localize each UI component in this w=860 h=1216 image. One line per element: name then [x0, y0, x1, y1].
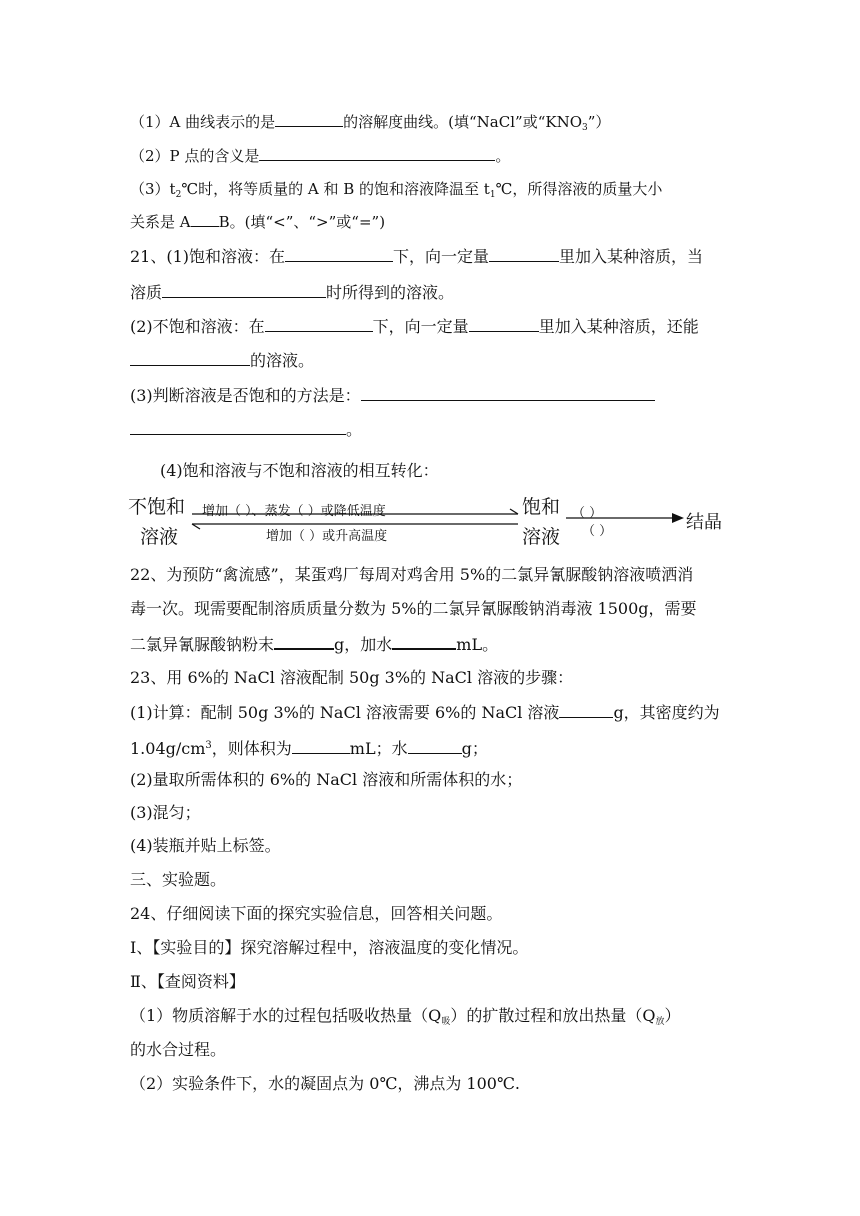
- q24-subscript-release: 放: [655, 1017, 665, 1027]
- q20-part3-text-c: ℃，所得溶液的质量大小: [495, 180, 663, 198]
- crystallize-bottom-label: （ ）: [582, 524, 613, 539]
- answer-blank[interactable]: [259, 144, 495, 161]
- answer-blank[interactable]: [392, 632, 456, 650]
- saturated-label-1: 饱和: [522, 496, 561, 518]
- q20-part3: [130, 178, 662, 206]
- q21-text: 里加入某种溶质，还能: [538, 317, 699, 336]
- q21-text: 的溶液。: [250, 351, 315, 370]
- q23-text: (1)计算：配制 50g 3%的 NaCl 溶液需要 6%的 NaCl 溶液: [130, 703, 560, 722]
- answer-blank[interactable]: [469, 315, 539, 332]
- q24-line2: [130, 937, 528, 959]
- q24-text: ）的扩散过程和放出热量（Q: [450, 1006, 656, 1025]
- q21-line7: [160, 460, 439, 482]
- forward-arrow-label: 增加（ ）、蒸发（ ）或降低温度: [202, 504, 386, 519]
- section-heading: [130, 869, 226, 891]
- q20-part3-cont: [130, 210, 385, 233]
- q23-text: ，则体积为: [211, 739, 292, 758]
- q24-line1: [130, 903, 502, 925]
- answer-blank[interactable]: [285, 245, 393, 262]
- q21-text: 21、(1)饱和溶液：在: [130, 247, 286, 266]
- q21-line6: [130, 418, 362, 441]
- answer-blank[interactable]: [162, 281, 326, 298]
- crystallize-arrow-head: [672, 513, 684, 523]
- q20-part1-text-c: ”）: [587, 113, 611, 131]
- unsaturated-label-1: 不饱和: [128, 496, 186, 518]
- crystallization-label: 结晶: [686, 512, 722, 533]
- q23-text: mL；水: [349, 739, 408, 758]
- q21-text: 里加入某种溶质，当: [559, 247, 704, 266]
- q24-text: Ⅰ、【实验目的】探究溶解过程中，溶液温度的变化情况。: [130, 938, 529, 957]
- q23-text: (2)量取所需体积的 6%的 NaCl 溶液和所需体积的水；: [130, 770, 523, 789]
- q21-text: 时所得到的溶液。: [326, 283, 455, 302]
- q22-line2: [130, 598, 697, 620]
- saturated-label-2: 溶液: [522, 526, 561, 548]
- answer-blank[interactable]: [275, 110, 343, 127]
- q23-line6: [130, 835, 281, 857]
- q20-part3-text-e: B。(填“<”、“>”或“=”): [218, 213, 386, 231]
- q23-text: g，其密度约为: [613, 703, 720, 722]
- q22-line3: [130, 632, 498, 656]
- q24-line6: [130, 1073, 520, 1095]
- q24-line5: [130, 1039, 226, 1061]
- q23-superscript: 3: [205, 740, 212, 751]
- q23-text: 23、用 6%的 NaCl 溶液配制 50g 3%的 NaCl 溶液的步骤：: [130, 668, 574, 687]
- answer-blank[interactable]: [292, 737, 350, 754]
- reverse-arrow-head: [192, 524, 200, 529]
- q23-text: (4)装瓶并贴上标签。: [130, 836, 281, 855]
- q23-line4: [130, 769, 522, 791]
- q22-text: 毒一次。现需要配制溶质质量分数为 5%的二氯异氰脲酸钠消毒液 1500g，需要: [130, 599, 697, 618]
- q22-text: mL。: [456, 635, 499, 654]
- answer-blank[interactable]: [361, 384, 655, 401]
- answer-blank[interactable]: [559, 701, 613, 718]
- q20-part1-text-a: （1）A 曲线表示的是: [130, 113, 276, 131]
- q22-line1: [130, 564, 693, 586]
- q20-part3-subscript-1: 2: [175, 190, 182, 200]
- q24-text: 24、仔细阅读下面的探究实验信息，回答相关问题。: [130, 904, 503, 923]
- q21-line5: [130, 384, 655, 407]
- conversion-arrows-svg: [126, 490, 736, 550]
- q20-part1: [130, 110, 610, 139]
- q22-text: 22、为预防“禽流感”，某蛋鸡厂每周对鸡舍用 5%的二氯异氰脲酸钠溶液喷洒消: [130, 565, 694, 584]
- q20-part2: [130, 144, 510, 167]
- answer-blank[interactable]: [191, 210, 219, 227]
- q24-text: Ⅱ、【查阅资料】: [130, 972, 245, 991]
- q21-line2: [130, 281, 454, 304]
- q20-part3-subscript-2: 1: [489, 190, 496, 200]
- answer-blank[interactable]: [265, 315, 373, 332]
- q21-text: 。: [346, 420, 363, 439]
- q21-text: 下，向一定量: [393, 247, 490, 266]
- q20-part2-text-a: （2）P 点的含义是: [130, 147, 260, 165]
- q21-line1: [130, 245, 703, 268]
- q20-part3-text-a: （3）t: [130, 180, 176, 198]
- q21-text: 溶质: [130, 283, 163, 302]
- q21-text: 下，向一定量: [372, 317, 469, 336]
- answer-blank[interactable]: [489, 245, 559, 262]
- q24-line4: [130, 1005, 680, 1033]
- section-3-title: 三、实验题。: [130, 870, 227, 889]
- q24-text: （2）实验条件下，水的凝固点为 0℃，沸点为 100℃.: [130, 1074, 520, 1093]
- reverse-arrow-label: 增加（ ）或升高温度: [266, 529, 388, 544]
- crystallize-top-label: （ ）: [572, 506, 603, 521]
- q21-line3: [130, 315, 699, 338]
- q24-text: （1）物质溶解于水的过程包括吸收热量（Q: [130, 1006, 442, 1025]
- q20-part3-text-d: 关系是 A: [130, 213, 191, 231]
- q24-text: 的水合过程。: [130, 1040, 227, 1059]
- q21-text: (2)不饱和溶液：在: [130, 317, 265, 336]
- unsaturated-label-2: 溶液: [140, 526, 179, 548]
- q24-text: ）: [664, 1006, 681, 1025]
- q24-line3: [130, 971, 245, 993]
- q22-text: 二氯异氰脲酸钠粉末: [130, 635, 275, 654]
- q24-subscript-absorb: 吸: [441, 1017, 451, 1027]
- q22-text: g，加水: [334, 635, 393, 654]
- answer-blank[interactable]: [130, 349, 250, 366]
- answer-blank[interactable]: [274, 632, 334, 650]
- q23-text: g；: [461, 739, 488, 758]
- forward-arrow-head: [510, 509, 518, 514]
- q23-line5: [130, 802, 201, 824]
- q21-part4-heading: (4)饱和溶液与不饱和溶液的相互转化：: [160, 461, 439, 480]
- answer-blank[interactable]: [130, 418, 346, 435]
- q20-part2-text-b: 。: [495, 147, 511, 165]
- q23-text: (3)混匀；: [130, 803, 201, 822]
- saturation-conversion-diagram: [126, 490, 736, 550]
- q20-part1-subscript: 3: [582, 123, 588, 133]
- q21-line4: [130, 349, 314, 372]
- q21-text: (3)判断溶液是否饱和的方法是：: [130, 386, 361, 405]
- q23-line2: [130, 701, 720, 724]
- q23-line1: [130, 667, 573, 689]
- answer-blank[interactable]: [408, 737, 462, 754]
- q20-part1-text-b: 的溶解度曲线。(填“NaCl”或“KNO: [343, 113, 582, 131]
- q20-part3-text-b: ℃时，将等质量的 A 和 B 的饱和溶液降温至 t: [181, 180, 490, 198]
- q23-text: 1.04g/cm: [130, 739, 206, 758]
- q23-line3: [130, 735, 488, 760]
